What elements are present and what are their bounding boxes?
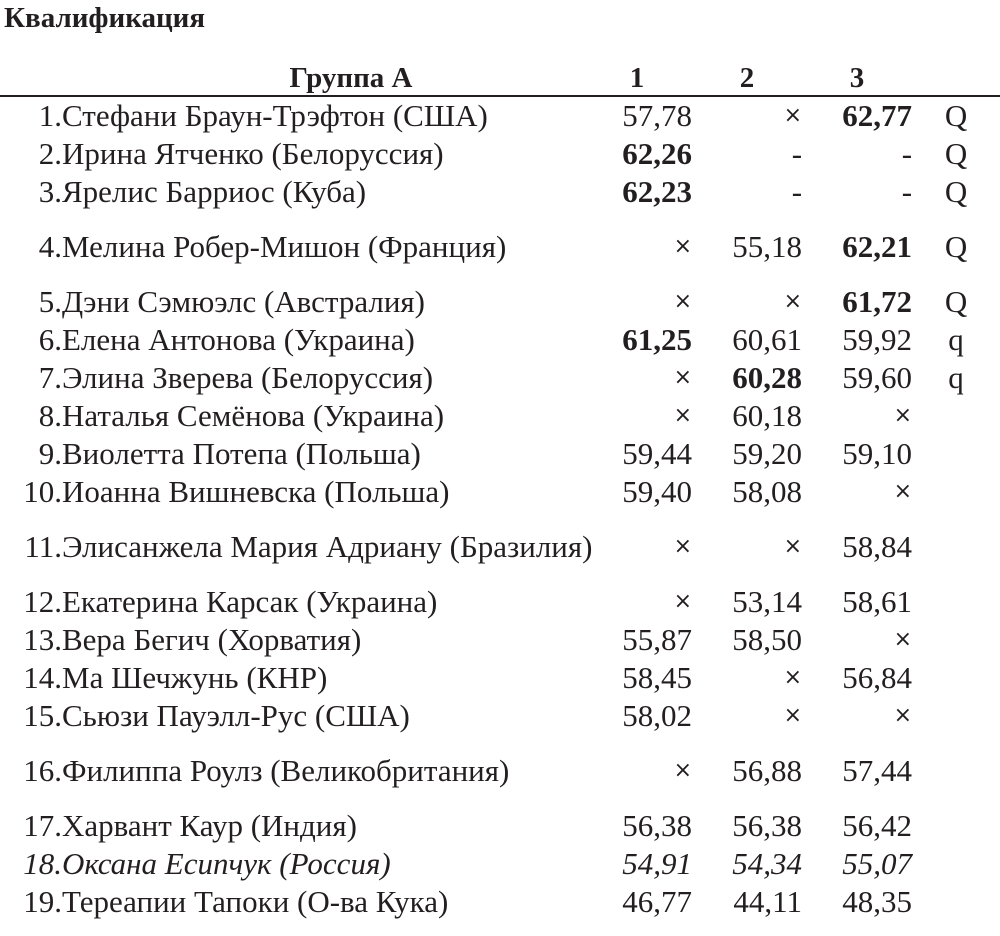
attempt-1-cell: 46,77 (622, 884, 693, 919)
table-row (0, 583, 1000, 621)
athlete-name-cell: Иоанна Вишневска (Польша) (62, 474, 450, 509)
table-row (0, 659, 1000, 697)
table-row (0, 883, 1000, 921)
athlete-name-cell: Ярелис Барриос (Куба) (62, 174, 367, 209)
qualification-mark-cell (912, 807, 1000, 845)
qualification-mark-cell (912, 435, 1000, 473)
group-title: Группа А (0, 62, 582, 96)
athlete-name-cell: Екатерина Карсак (Украина) (62, 584, 438, 619)
rank-cell: 13. (23, 622, 62, 657)
qualification-mark-cell (912, 735, 1000, 807)
attempt-3-cell: - (901, 136, 913, 171)
attempt-3-cell: 57,44 (842, 753, 913, 788)
table-row (0, 359, 1000, 397)
attempt-2-cell: 56,88 (732, 753, 803, 788)
attempt-1-cell: 56,38 (622, 808, 693, 843)
table-row (0, 173, 1000, 211)
table-row (0, 845, 1000, 883)
rank-cell: 10. (23, 474, 62, 509)
rank-cell: 19. (23, 884, 62, 919)
rank-cell: 18. (23, 846, 62, 881)
rank-cell: 14. (23, 660, 62, 695)
attempt-3-header: 3 (802, 62, 912, 96)
attempt-2-cell: - (791, 174, 803, 209)
qualification-mark-cell (912, 511, 1000, 583)
qualification-mark-cell (912, 621, 1000, 659)
attempt-2-cell: 53,14 (732, 584, 803, 619)
athlete-name-cell: Наталья Семёнова (Украина) (62, 398, 445, 433)
attempt-3-cell: 55,07 (842, 846, 913, 881)
attempt-1-cell: × (673, 403, 693, 428)
attempt-1-cell: × (673, 589, 693, 614)
rank-cell: 1. (38, 98, 62, 133)
athlete-name-cell: Стефани Браун-Трэфтон (США) (62, 98, 488, 133)
rank-cell: 9. (38, 436, 62, 471)
athlete-name-cell: Тереапии Тапоки (О-ва Кука) (62, 884, 449, 919)
qualification-header (912, 62, 1000, 96)
athlete-name-cell: Дэни Сэмюэлс (Австралия) (62, 284, 425, 319)
table-row (0, 435, 1000, 473)
attempt-2-cell: × (783, 534, 803, 559)
attempt-2-cell: 54,34 (732, 846, 803, 881)
qualification-mark-cell (912, 883, 1000, 921)
attempt-3-cell: 62,77 (842, 98, 913, 133)
table-row (0, 321, 1000, 359)
qualification-mark-cell (912, 697, 1000, 735)
qualification-mark-cell (912, 583, 1000, 621)
table-row (0, 283, 1000, 321)
attempt-2-cell: 59,20 (732, 436, 803, 471)
attempt-2-cell: × (783, 665, 803, 690)
qualification-mark-cell: Q (944, 98, 968, 133)
table-row (0, 135, 1000, 173)
rank-cell: 2. (38, 136, 62, 171)
attempt-2-cell: × (783, 289, 803, 314)
rank-cell: 5. (38, 284, 62, 319)
qualification-mark-cell: Q (944, 229, 968, 264)
attempt-2-cell: 58,08 (732, 474, 803, 509)
athlete-name-cell: Сьюзи Пауэлл-Рус (США) (62, 698, 410, 733)
athlete-name-cell: Ирина Ятченко (Белоруссия) (62, 136, 444, 171)
attempt-1-cell: × (673, 534, 693, 559)
rank-cell: 7. (38, 360, 62, 395)
attempt-2-cell: × (783, 103, 803, 128)
attempt-3-cell: × (893, 479, 913, 504)
athlete-name-cell: Вера Бегич (Хорватия) (62, 622, 362, 657)
attempt-1-cell: 59,44 (622, 436, 693, 471)
athlete-name-cell: Елена Антонова (Украина) (62, 322, 415, 357)
attempt-1-cell: 59,40 (622, 474, 693, 509)
attempt-3-cell: × (893, 403, 913, 428)
table-body (0, 96, 1000, 921)
attempt-2-cell: 58,50 (732, 622, 803, 657)
rank-cell: 6. (38, 322, 62, 357)
table-row (0, 807, 1000, 845)
qualification-mark-cell: Q (944, 284, 968, 319)
attempt-2-cell: 56,38 (732, 808, 803, 843)
rank-cell: 3. (38, 174, 62, 209)
rank-cell: 12. (23, 584, 62, 619)
qualification-mark-cell: q (948, 322, 964, 357)
attempt-2-cell: 60,61 (732, 322, 803, 357)
table-row (0, 735, 1000, 807)
rank-cell: 8. (38, 398, 62, 433)
attempt-1-cell: 62,23 (622, 174, 693, 209)
qualification-mark-cell: Q (944, 136, 968, 171)
attempt-1-cell: 57,78 (622, 98, 693, 133)
athlete-name-cell: Элина Зверева (Белоруссия) (62, 360, 434, 395)
athlete-name-cell: Элисанжела Мария Адриану (Бразилия) (62, 529, 593, 564)
attempt-2-header: 2 (692, 62, 802, 96)
athlete-name-cell: Мелина Робер-Мишон (Франция) (62, 229, 507, 264)
rank-cell: 16. (23, 753, 62, 788)
attempt-3-cell: 61,72 (842, 284, 913, 319)
qualification-mark-cell (912, 845, 1000, 883)
attempt-1-cell: 58,45 (622, 660, 693, 695)
attempt-1-cell: × (673, 289, 693, 314)
attempt-2-cell: 44,11 (733, 884, 803, 919)
attempt-3-cell: - (901, 174, 913, 209)
athlete-name-cell: Ма Шечжунь (КНР) (62, 660, 328, 695)
attempt-2-cell: × (783, 703, 803, 728)
attempt-1-cell: × (673, 758, 693, 783)
attempt-3-cell: × (893, 627, 913, 652)
page-title: Квалификация (4, 2, 206, 34)
qualification-mark-cell (912, 659, 1000, 697)
results-table (0, 62, 1000, 921)
table-header-row (0, 62, 1000, 96)
attempt-2-cell: 55,18 (732, 229, 803, 264)
qualification-mark-cell (912, 473, 1000, 511)
table-row (0, 473, 1000, 511)
attempt-1-cell: 54,91 (622, 846, 693, 881)
table-row (0, 621, 1000, 659)
attempt-2-cell: - (791, 136, 803, 171)
attempt-1-cell: × (673, 234, 693, 259)
attempt-3-cell: 56,42 (842, 808, 913, 843)
attempt-3-cell: × (893, 703, 913, 728)
rank-cell: 17. (23, 808, 62, 843)
attempt-1-cell: × (673, 365, 693, 390)
attempt-3-cell: 58,84 (842, 529, 913, 564)
athlete-name-cell: Филиппа Роулз (Великобритания) (62, 753, 510, 788)
table-row (0, 211, 1000, 283)
attempt-3-cell: 62,21 (842, 229, 913, 264)
attempt-1-cell: 61,25 (622, 322, 693, 357)
rank-cell: 4. (38, 229, 62, 264)
rank-cell: 11. (24, 529, 62, 564)
qualification-mark-cell: Q (944, 174, 968, 209)
rank-cell: 15. (23, 698, 62, 733)
table-row (0, 697, 1000, 735)
table-row (0, 397, 1000, 435)
attempt-3-cell: 58,61 (842, 584, 913, 619)
athlete-name-cell: Харвант Каур (Индия) (62, 808, 357, 843)
attempt-2-cell: 60,18 (732, 398, 803, 433)
attempt-3-cell: 59,60 (842, 360, 913, 395)
attempt-1-cell: 58,02 (622, 698, 693, 733)
athlete-name-cell: Виолетта Потепа (Польша) (62, 436, 421, 471)
athlete-name-cell: Оксана Есипчук (Россия) (62, 846, 391, 881)
qualification-mark-cell: q (948, 360, 964, 395)
attempt-3-cell: 48,35 (842, 884, 913, 919)
qualification-mark-cell (912, 397, 1000, 435)
attempt-1-header: 1 (582, 62, 692, 96)
attempt-1-cell: 55,87 (622, 622, 693, 657)
table-row (0, 96, 1000, 135)
attempt-2-cell: 60,28 (732, 360, 803, 395)
attempt-3-cell: 56,84 (842, 660, 913, 695)
table-row (0, 511, 1000, 583)
attempt-3-cell: 59,92 (842, 322, 913, 357)
attempt-3-cell: 59,10 (842, 436, 913, 471)
attempt-1-cell: 62,26 (622, 136, 693, 171)
